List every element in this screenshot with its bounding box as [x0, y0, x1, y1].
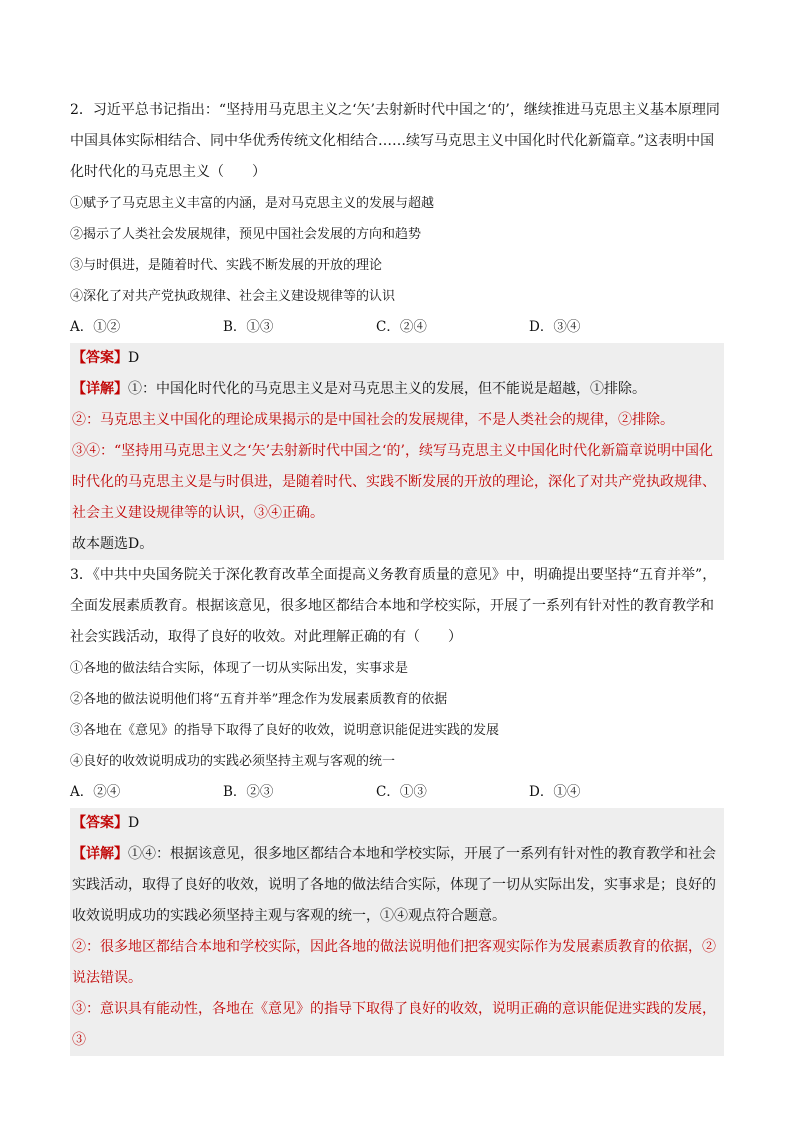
question-3-solution — [70, 808, 724, 1056]
choice-a: A．②④ — [70, 784, 121, 800]
question-2-choices — [70, 312, 724, 343]
choice-b: B．①③ — [223, 319, 274, 335]
detail-line-2: ②：很多地区都结合本地和学校实际，因此各地的做法说明他们把客观实际作为发展素质教育的依据，②说法错误。 — [72, 939, 716, 986]
detail-text-1: ①：中国化时代化的马克思主义是对马克思主义的发展，但不能说是超越，①排除。 — [128, 381, 646, 397]
detail-tag: 【详解】 — [72, 846, 128, 862]
question-2-option-2: ②揭示了人类社会发展规律，预见中国社会发展的方向和趋势 — [70, 227, 422, 242]
question-3-choices — [70, 777, 724, 808]
question-3-option-2: ②各地的做法说明他们将“五育并举”理念作为发展素质教育的依据 — [70, 692, 448, 707]
content-area — [70, 95, 724, 1056]
detail-line-3: ③④：“坚持用马克思主义之‘矢’去射新时代中国之‘的’，续写马克思主义中国化时代化新篇章说明中国化时代化的马克思主义是与时俱进，是随着时代、实践不断发展的开放的理论，深化了对共产党执政规律、社会主义建设规律等的认识，③④正确。 — [72, 443, 716, 521]
choice-d: D．③④ — [529, 319, 581, 335]
answer-tag: 【答案】 — [72, 815, 128, 831]
detail-tag: 【详解】 — [72, 381, 128, 397]
answer-tag: 【答案】 — [72, 350, 128, 366]
choice-d: D．①④ — [529, 784, 581, 800]
choice-b: B．②③ — [223, 784, 274, 800]
answer-line — [70, 343, 724, 374]
detail-line-3: ③：意识具有能动性，各地在《意见》的指导下取得了良好的收效，说明正确的意识能促进实践的发展，③ — [72, 1001, 716, 1048]
answer-value: D — [128, 350, 140, 366]
conclusion-line: 故本题选D。 — [72, 536, 154, 552]
detail-text-1: ①④：根据该意见，很多地区都结合本地和学校实际，开展了一系列有针对性的教育教学和社会实践活动，取得了良好的收效，说明了各地的做法结合实际，体现了一切从实际出发，实事求是；良好的收效说明成功的实践必须坚持主观与客观的统一，①④观点符合题意。 — [72, 846, 716, 924]
question-2-solution — [70, 343, 724, 560]
question-2-option-4: ④深化了对共产党执政规律、社会主义建设规律等的认识 — [70, 289, 396, 304]
detail-line-1 — [70, 839, 724, 932]
question-3-option-1: ①各地的做法结合实际，体现了一切从实际出发，实事求是 — [70, 661, 409, 676]
choice-a: A．①② — [70, 319, 121, 335]
choice-c: C．②④ — [376, 319, 427, 335]
question-3-option-3: ③各地在《意见》的指导下取得了良好的收效，说明意识能促进实践的发展 — [70, 723, 500, 738]
detail-line-1 — [70, 374, 724, 405]
question-3-stem: 3．《中共中央国务院关于深化教育改革全面提高义务教育质量的意见》中，明确提出要坚持“五育并举”，全面发展素质教育。根据该意见，很多地区都结合本地和学校实际，开展了一系列有针对性的教育教学和社会实践活动，取得了良好的收效。对此理解正确的有（ ） — [70, 567, 717, 645]
question-2-option-1: ①赋予了马克思主义丰富的内涵，是对马克思主义的发展与超越 — [70, 196, 435, 211]
question-3-option-4: ④良好的收效说明成功的实践必须坚持主观与客观的统一 — [70, 754, 396, 769]
detail-line-2: ②：马克思主义中国化的理论成果揭示的是中国社会的发展规律，不是人类社会的规律，②排除。 — [72, 412, 674, 428]
question-2-stem: 2．习近平总书记指出：“坚持用马克思主义之‘矢’去射新时代中国之‘的’，继续推进马克思主义基本原理同中国具体实际相结合、同中华优秀传统文化相结合……续写马克思主义中国化时代化新篇章。”这表明中国化时代化的马克思主义（ ） — [70, 102, 720, 180]
answer-value: D — [128, 815, 140, 831]
answer-line — [70, 808, 724, 839]
question-2-option-3: ③与时俱进，是随着时代、实践不断发展的开放的理论 — [70, 258, 383, 273]
choice-c: C．①③ — [376, 784, 427, 800]
